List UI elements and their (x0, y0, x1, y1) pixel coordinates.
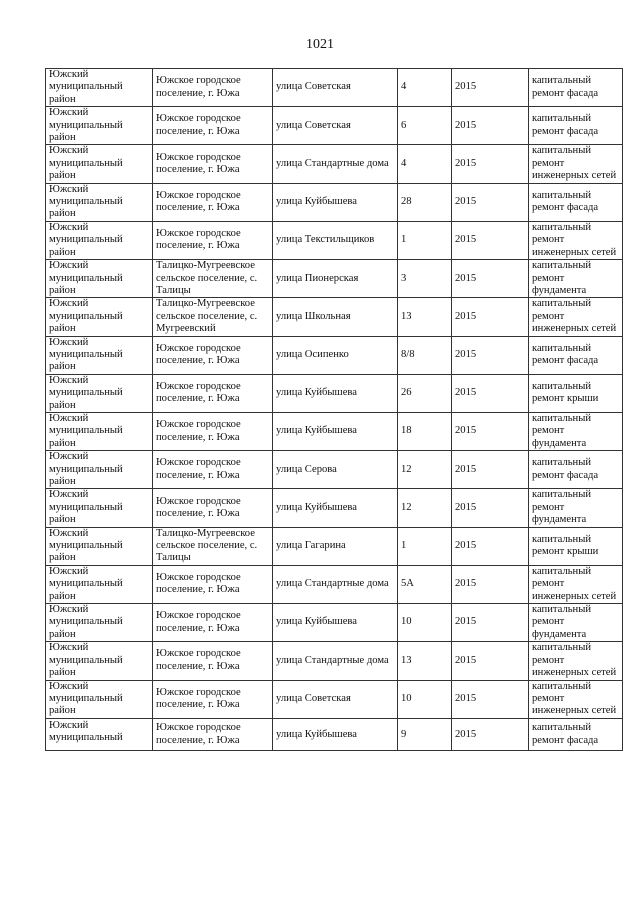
table-row (46, 260, 623, 298)
year-cell: 2015 (452, 221, 529, 259)
work-type-cell: капитальный ремонт фасада (529, 336, 623, 374)
work-type-cell: капитальный ремонт фундамента (529, 604, 623, 642)
house-number-cell: 4 (398, 145, 452, 183)
street-cell: улица Советская (273, 69, 398, 107)
house-number-cell: 13 (398, 642, 452, 680)
house-number-cell: 6 (398, 107, 452, 145)
year-cell: 2015 (452, 69, 529, 107)
settlement-cell: Южское городское поселение, г. Южа (153, 221, 273, 259)
work-type-cell: капитальный ремонт инженерных сетей (529, 565, 623, 603)
table-row (46, 107, 623, 145)
year-cell: 2015 (452, 412, 529, 450)
year-cell: 2015 (452, 451, 529, 489)
street-cell: улица Серова (273, 451, 398, 489)
house-number-cell: 18 (398, 412, 452, 450)
settlement-cell: Талицко-Мугреевское сельское поселение, с. Талицы (153, 260, 273, 298)
table-row (46, 69, 623, 107)
street-cell: улица Советская (273, 107, 398, 145)
table-row (46, 680, 623, 718)
work-type-cell: капитальный ремонт инженерных сетей (529, 642, 623, 680)
house-number-cell: 13 (398, 298, 452, 336)
page-number: 1021 (306, 37, 334, 52)
street-cell: улица Куйбышева (273, 604, 398, 642)
street-cell: улица Пионерская (273, 260, 398, 298)
work-type-cell: капитальный ремонт инженерных сетей (529, 221, 623, 259)
district-cell: Южский муниципальный район (46, 451, 153, 489)
street-cell: улица Куйбышева (273, 374, 398, 412)
year-cell: 2015 (452, 718, 529, 750)
district-cell: Южский муниципальный район (46, 260, 153, 298)
table-row (46, 221, 623, 259)
table-row (46, 604, 623, 642)
district-cell: Южский муниципальный (46, 718, 153, 750)
work-type-cell: капитальный ремонт фасада (529, 69, 623, 107)
settlement-cell: Южское городское поселение, г. Южа (153, 680, 273, 718)
year-cell: 2015 (452, 527, 529, 565)
house-number-cell: 12 (398, 451, 452, 489)
settlement-cell: Южское городское поселение, г. Южа (153, 183, 273, 221)
year-cell: 2015 (452, 107, 529, 145)
year-cell: 2015 (452, 183, 529, 221)
house-number-cell: 4 (398, 69, 452, 107)
settlement-cell: Талицко-Мугреевское сельское поселение, с. Талицы (153, 527, 273, 565)
repair-table (45, 68, 623, 751)
table-row (46, 718, 623, 750)
year-cell: 2015 (452, 489, 529, 527)
street-cell: улица Куйбышева (273, 489, 398, 527)
house-number-cell: 3 (398, 260, 452, 298)
settlement-cell: Южское городское поселение, г. Южа (153, 604, 273, 642)
table-row (46, 565, 623, 603)
table-row (46, 642, 623, 680)
house-number-cell: 9 (398, 718, 452, 750)
table-row (46, 336, 623, 374)
year-cell: 2015 (452, 145, 529, 183)
district-cell: Южский муниципальный район (46, 604, 153, 642)
settlement-cell: Южское городское поселение, г. Южа (153, 718, 273, 750)
settlement-cell: Южское городское поселение, г. Южа (153, 374, 273, 412)
work-type-cell: капитальный ремонт фасада (529, 183, 623, 221)
settlement-cell: Южское городское поселение, г. Южа (153, 336, 273, 374)
table-row (46, 145, 623, 183)
district-cell: Южский муниципальный район (46, 527, 153, 565)
district-cell: Южский муниципальный район (46, 374, 153, 412)
year-cell: 2015 (452, 642, 529, 680)
house-number-cell: 1 (398, 221, 452, 259)
house-number-cell: 12 (398, 489, 452, 527)
street-cell: улица Куйбышева (273, 412, 398, 450)
table-row (46, 451, 623, 489)
street-cell: улица Стандартные дома (273, 565, 398, 603)
work-type-cell: капитальный ремонт инженерных сетей (529, 680, 623, 718)
street-cell: улица Стандартные дома (273, 642, 398, 680)
house-number-cell: 28 (398, 183, 452, 221)
street-cell: улица Куйбышева (273, 718, 398, 750)
work-type-cell: капитальный ремонт фасада (529, 107, 623, 145)
settlement-cell: Южское городское поселение, г. Южа (153, 565, 273, 603)
house-number-cell: 8/8 (398, 336, 452, 374)
table-row (46, 298, 623, 336)
settlement-cell: Южское городское поселение, г. Южа (153, 412, 273, 450)
table-row (46, 412, 623, 450)
work-type-cell: капитальный ремонт фасада (529, 451, 623, 489)
year-cell: 2015 (452, 565, 529, 603)
street-cell: улица Осипенко (273, 336, 398, 374)
district-cell: Южский муниципальный район (46, 642, 153, 680)
street-cell: улица Текстильщиков (273, 221, 398, 259)
year-cell: 2015 (452, 298, 529, 336)
street-cell: улица Школьная (273, 298, 398, 336)
work-type-cell: капитальный ремонт фундамента (529, 489, 623, 527)
street-cell: улица Стандартные дома (273, 145, 398, 183)
district-cell: Южский муниципальный район (46, 145, 153, 183)
house-number-cell: 26 (398, 374, 452, 412)
settlement-cell: Южское городское поселение, г. Южа (153, 69, 273, 107)
house-number-cell: 1 (398, 527, 452, 565)
settlement-cell: Южское городское поселение, г. Южа (153, 489, 273, 527)
house-number-cell: 10 (398, 680, 452, 718)
settlement-cell: Талицко-Мугреевское сельское поселение, с. Мугреевский (153, 298, 273, 336)
street-cell: улица Куйбышева (273, 183, 398, 221)
table-row (46, 489, 623, 527)
district-cell: Южский муниципальный район (46, 107, 153, 145)
table-row (46, 183, 623, 221)
settlement-cell: Южское городское поселение, г. Южа (153, 451, 273, 489)
street-cell: улица Гагарина (273, 527, 398, 565)
district-cell: Южский муниципальный район (46, 298, 153, 336)
work-type-cell: капитальный ремонт инженерных сетей (529, 145, 623, 183)
settlement-cell: Южское городское поселение, г. Южа (153, 107, 273, 145)
year-cell: 2015 (452, 680, 529, 718)
street-cell: улица Советская (273, 680, 398, 718)
work-type-cell: капитальный ремонт инженерных сетей (529, 298, 623, 336)
settlement-cell: Южское городское поселение, г. Южа (153, 145, 273, 183)
year-cell: 2015 (452, 260, 529, 298)
year-cell: 2015 (452, 604, 529, 642)
house-number-cell: 5А (398, 565, 452, 603)
district-cell: Южский муниципальный район (46, 489, 153, 527)
district-cell: Южский муниципальный район (46, 565, 153, 603)
settlement-cell: Южское городское поселение, г. Южа (153, 642, 273, 680)
work-type-cell: капитальный ремонт крыши (529, 527, 623, 565)
work-type-cell: капитальный ремонт фундамента (529, 260, 623, 298)
work-type-cell: капитальный ремонт фундамента (529, 412, 623, 450)
district-cell: Южский муниципальный район (46, 412, 153, 450)
district-cell: Южский муниципальный район (46, 680, 153, 718)
work-type-cell: капитальный ремонт фасада (529, 718, 623, 750)
year-cell: 2015 (452, 374, 529, 412)
district-cell: Южский муниципальный район (46, 69, 153, 107)
district-cell: Южский муниципальный район (46, 183, 153, 221)
district-cell: Южский муниципальный район (46, 221, 153, 259)
house-number-cell: 10 (398, 604, 452, 642)
year-cell: 2015 (452, 336, 529, 374)
work-type-cell: капитальный ремонт крыши (529, 374, 623, 412)
table-row (46, 527, 623, 565)
table-row (46, 374, 623, 412)
district-cell: Южский муниципальный район (46, 336, 153, 374)
